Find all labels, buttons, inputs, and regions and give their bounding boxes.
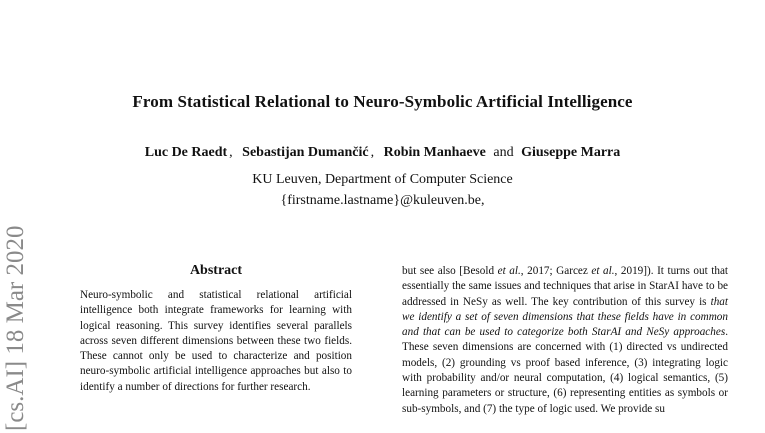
abstract-heading: Abstract	[189, 263, 243, 278]
affiliation: KU Leuven, Department of Computer Science	[252, 172, 513, 187]
introduction-column	[402, 264, 728, 417]
paper-title: From Statistical Relational to Neuro-Symbolic Artificial Intelligence	[132, 92, 633, 111]
arxiv-watermark: [cs.AI] 18 Mar 2020	[2, 225, 29, 431]
affiliation-block	[0, 169, 765, 211]
intro-citation-prefix: but see also [Besold	[402, 265, 498, 277]
author-and: and	[493, 145, 514, 160]
intro-text: , 2019]). It turns out that essentially the same issues and techniques that arise in StarAI have to be addressed in NeSy as well. The key contribution of this survey is	[402, 265, 729, 308]
intro-citation-etal: et al.	[591, 265, 615, 277]
email: {firstname.lastname}@kuleuven.be,	[280, 193, 485, 208]
author-name: Luc De Raedt	[144, 145, 228, 160]
intro-citation-etal: et al.	[497, 265, 521, 277]
author-name: Giuseppe Marra	[521, 145, 621, 160]
abstract-text: Neuro-symbolic and statistical relational artificial intelligence both integrate frameworks for learning with logical reasoning. This survey identifies several parallels across seven different dimensions between these two fields. These cannot only be used to characterize and position neuro-symbolic artificial intelligence approaches but also to identify a number of directions for further research.	[80, 289, 352, 393]
intro-emphasis: that we identify a set of seven dimensions that these fields have in common and that can be used to categorize both StarAI and NeSy approaches	[402, 295, 728, 339]
author-separator: ,	[229, 145, 233, 160]
intro-text-continued: . These seven dimensions are concerned with (1) directed vs undirected models, (2) grounding vs proof based inference, (3) integrating logic with probability and/or neural computation, (4) logical semantics, (5) learning parameters or structure, (6) representing entities as symbols or sub-symbols, and (7) the type of logic used. We provide su	[402, 326, 728, 415]
author-list	[0, 145, 765, 161]
intro-citation-mid: , 2017; Garcez	[520, 265, 592, 277]
intro-paragraph	[402, 264, 728, 417]
author-name: Robin Manhaeve	[383, 145, 486, 160]
author-separator: ,	[370, 145, 375, 160]
author-name: Sebastijan Dumančić	[242, 145, 369, 160]
